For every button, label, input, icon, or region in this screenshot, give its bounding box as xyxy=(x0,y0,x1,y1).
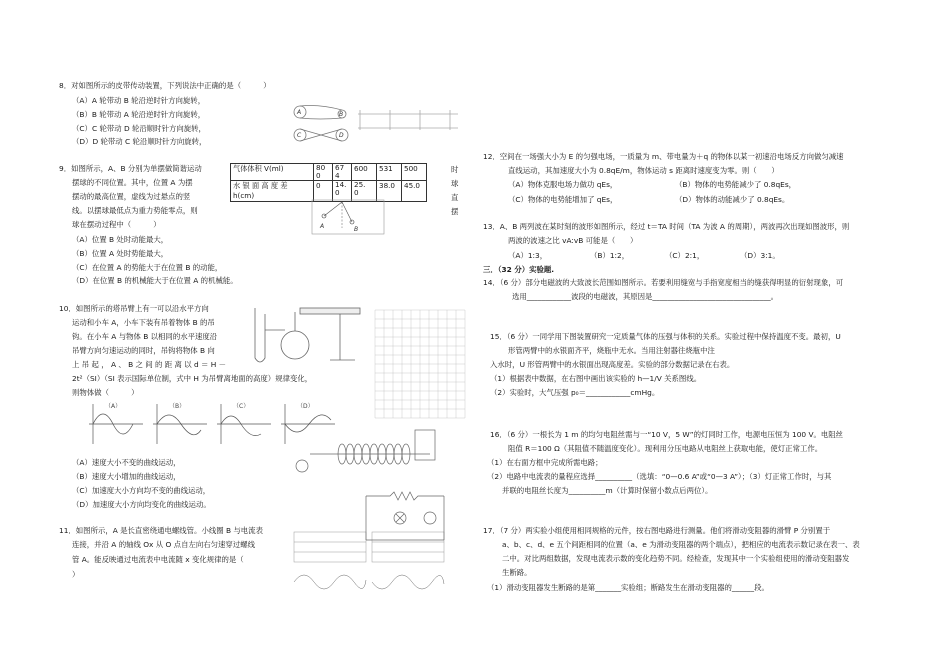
q8-option-c: （C）C 轮带动 D 轮沿顺时针方向旋转， xyxy=(72,124,206,133)
gas-table-cell: 600 xyxy=(352,164,377,181)
gas-table-side-char: 球 xyxy=(451,179,459,188)
q17-line-2: a、b、c、d、e 五个间距相同的位置（a、e 为滑动变阻器的两个端点），把相应的电流表示数记录在表一、表 xyxy=(502,540,860,549)
graph-label-c: （C） xyxy=(233,403,250,410)
q13-option-a: （A）1:3， xyxy=(508,251,548,260)
q10-line-7: 则物体做（ ） xyxy=(72,388,139,397)
q10-option-b: （B）速度大小增加的曲线运动， xyxy=(72,472,181,481)
q10-line-4: 吊臂方向匀速运动的同时，吊钩将物体 B 向 xyxy=(72,346,215,355)
q17-line-1: 17．（7 分）两实验小组使用相同规格的元件，按右图电路进行测量。他们将滑动变阻器的滑臂 P 分别置于 xyxy=(483,526,831,535)
graph-label-d: （D） xyxy=(297,403,314,410)
q16-line-5: 并联的电阻丝长度为__________m（计算时保留小数点后两位）。 xyxy=(502,486,713,495)
gas-table-cell: 25. 0 xyxy=(352,181,377,202)
q15-line-2: 形管两臂中的水银面齐平，烧瓶中无水。当用注射器往烧瓶中注 xyxy=(508,346,715,355)
h-vs-1-over-v-grid xyxy=(370,305,470,425)
gas-table-row2-label: 水 银 面 高 度 差 h(cm) xyxy=(231,181,314,202)
q10-option-c: （C）加速度大小方向均不变的曲线运动， xyxy=(72,486,211,495)
q9-line-4: 线。以摆球最低点为重力势能零点，则 xyxy=(72,206,198,215)
solenoid-figure xyxy=(290,428,440,478)
gas-table-cell: 45.0 xyxy=(402,181,427,202)
q11-line-4: ） xyxy=(72,570,80,579)
q11-line-2: 连接，并沿 A 的轴线 Ox 从 O 点自左向右匀速穿过螺线 xyxy=(72,540,255,549)
gas-table-cell: 0 xyxy=(314,181,333,202)
q13-line-2: 两波的波速之比 vA:vB 可能是（ ） xyxy=(508,236,638,245)
q12-line-2: 直线运动，其加速度大小为 0.8qE/m，物体运动 s 距离时速度变为零。则（ ） xyxy=(508,166,779,175)
q11-line-3: 管 A。能反映通过电流表中电流随 x 变化规律的是（ xyxy=(72,555,244,564)
q12-option-c: （C）物体的电势能增加了 qEs， xyxy=(508,195,618,204)
belt-drive-figure xyxy=(290,100,465,148)
q9-line-3: 摆动的最高位置，虚线为过悬点的竖 xyxy=(72,192,191,201)
gas-table-cell: 38.0 xyxy=(377,181,402,202)
q12-option-b: （B）物体的电势能减少了 0.8qEs， xyxy=(675,180,797,189)
graph-label-b: （B） xyxy=(169,403,186,410)
belt-label-a: A xyxy=(297,109,302,116)
gas-table-cell: 531 xyxy=(377,164,402,181)
q16-line-3: （1）在右面方框中完成所需电路； xyxy=(487,458,603,467)
q14-line-1: 14．（6 分）部分电磁波的大致波长范围如图所示。若要利用缝宽与手指宽度相当的缝获得明显的衍射现象，可 xyxy=(483,278,844,287)
belt-label-d: D xyxy=(339,132,344,139)
gas-table-cell: 67 4 xyxy=(333,164,352,181)
q9-line-2: 摆球的不同位置。其中，位置 A 为摆 xyxy=(72,178,193,187)
pendulum-figure xyxy=(308,198,388,236)
flask-apparatus-figure xyxy=(245,300,365,370)
gas-table-side-char: 摆 xyxy=(451,207,459,216)
q15-line-4: （1）根据表中数据，在右图中画出该实验的 h—1/V 关系图线。 xyxy=(490,374,702,383)
q11-line-1: 11．如图所示，A 是长直密绕通电螺线管。小线圈 B 与电流表 xyxy=(59,526,263,535)
graph-label-a: （A） xyxy=(105,403,122,410)
q10-option-a: （A）速度大小不变的曲线运动， xyxy=(72,458,181,467)
q15-line-3: 入水时，U 形管两臂中的水银面出现高度差。实验的部分数据记录在右表。 xyxy=(490,360,735,369)
q9-line-5: 球在摆动过程中（ ） xyxy=(72,220,161,229)
q13-option-b: （B）1:2， xyxy=(590,251,630,260)
circuit-figure xyxy=(360,488,450,548)
q10-line-2: 运动和小车 A，小车下装有吊着物体 B 的吊 xyxy=(72,318,215,327)
q16-line-2: 阻值 R＝100 Ω（其阻值不随温度变化）。现利用分压电路从电阻丝上获取电能，使灯正常工作。 xyxy=(508,444,823,453)
q14-line-2: 选用____________波段的电磁波，其原因是________________________________。 xyxy=(512,292,779,301)
q12-line-1: 12．空间在一场强大小为 E 的匀强电场，一质量为 m、带电量为＋q 的物体以某一初速沿电场反方向做匀减速 xyxy=(483,152,844,161)
gas-table-cell: 14. 0 xyxy=(333,181,352,202)
q15-line-1: 15．（6 分）一同学用下图装置研究一定质量气体的压强与体积的关系。实验过程中保持温度不变。最初，U xyxy=(490,332,841,341)
q13-option-d: （D）3:1。 xyxy=(740,251,780,260)
q17-line-4: 生断路。 xyxy=(502,568,532,577)
gas-table-side-char: 直 xyxy=(451,193,459,202)
pendulum-label-b: B xyxy=(354,226,359,233)
q8-option-d: （D）D 轮带动 C 轮沿顺时针方向旋转， xyxy=(72,137,207,146)
gas-data-table xyxy=(230,163,427,202)
q9-option-b: （B）位置 A 处时势能最大， xyxy=(72,249,169,258)
pendulum-label-a: A xyxy=(320,223,325,230)
q9-line-1: 9．如图所示，A、B 分别为单摆做简谐运动 xyxy=(59,164,202,173)
q12-option-a: （A）物体克服电场力做功 qEs， xyxy=(508,180,618,189)
q16-line-1: 16．（6 分）一根长为 1 m 的均匀电阻丝需与一“10 V，5 W”的灯同时工作，电源电压恒为 100 V。电阻丝 xyxy=(490,430,844,439)
q8-option-a: （A）A 轮带动 B 轮沿逆时针方向旋转， xyxy=(72,96,206,105)
gas-table-side-char: 时 xyxy=(451,165,459,174)
section-3-heading: 三．（32 分）实验题. xyxy=(483,265,555,274)
q8-stem: 8．对如图所示的皮带传动装置，下列说法中正确的是（ ） xyxy=(59,81,271,90)
gas-table-cell: 80 0 xyxy=(314,164,333,181)
q12-option-d: （D）物体的动能减少了 0.8qEs。 xyxy=(675,195,790,204)
q10-line-3: 钩。在小车 A 与物体 B 以相同的水平速度沿 xyxy=(72,332,218,341)
q9-option-d: （D）在位置 B 的机械能大于在位置 A 的机械能。 xyxy=(72,276,238,285)
q15-line-5: （2）实验时，大气压强 p₀＝____________cmHg。 xyxy=(490,388,660,397)
q9-option-a: （A）位置 B 处时动能最大， xyxy=(72,235,169,244)
q10-line-5: 上 吊 起 ， A 、 B 之 间 的 距 离 以 d ＝ H － xyxy=(72,360,227,369)
gas-table-row1-label: 气体体积 V(ml) xyxy=(231,164,314,181)
q10-option-d: （D）加速度大小方向均变化的曲线运动。 xyxy=(72,500,211,509)
q17-line-5: （1）滑动变阻器发生断路的是第_______实验组；断路发生在滑动变阻器的______段。 xyxy=(487,583,769,592)
q16-line-4: （2）电路中电流表的量程应选择__________（选填：“0—0.6 A”或“0—3 A”）；（3）灯正常工作时，与其 xyxy=(487,472,832,481)
q13-line-1: 13．A、B 两列波在某时刻的波形如图所示，经过 t＝TA 时间（TA 为波 A 的周期），两波再次出现如图波形，则 xyxy=(483,222,850,231)
q10-line-1: 10．如图所示的塔吊臂上有一可以沿水平方向 xyxy=(59,304,209,313)
belt-label-b: B xyxy=(339,111,344,118)
q13-option-c: （C）2:1， xyxy=(665,251,705,260)
q10-line-6: 2t²（SI）（SI 表示国际单位制，式中 H 为吊臂离地面的高度）规律变化， xyxy=(72,374,313,383)
gas-table-cell: 500 xyxy=(402,164,427,181)
belt-label-c: C xyxy=(297,132,302,139)
q9-option-c: （C）在位置 A 的势能大于在位置 B 的动能， xyxy=(72,263,223,272)
q8-option-b: （B）B 轮带动 A 轮沿逆时针方向旋转， xyxy=(72,110,206,119)
q17-line-3: 二中。对比两组数据，发现电流表示数的变化趋势不同。经检查，发现其中一个实验组使用的滑动变阻器发 xyxy=(502,554,850,563)
